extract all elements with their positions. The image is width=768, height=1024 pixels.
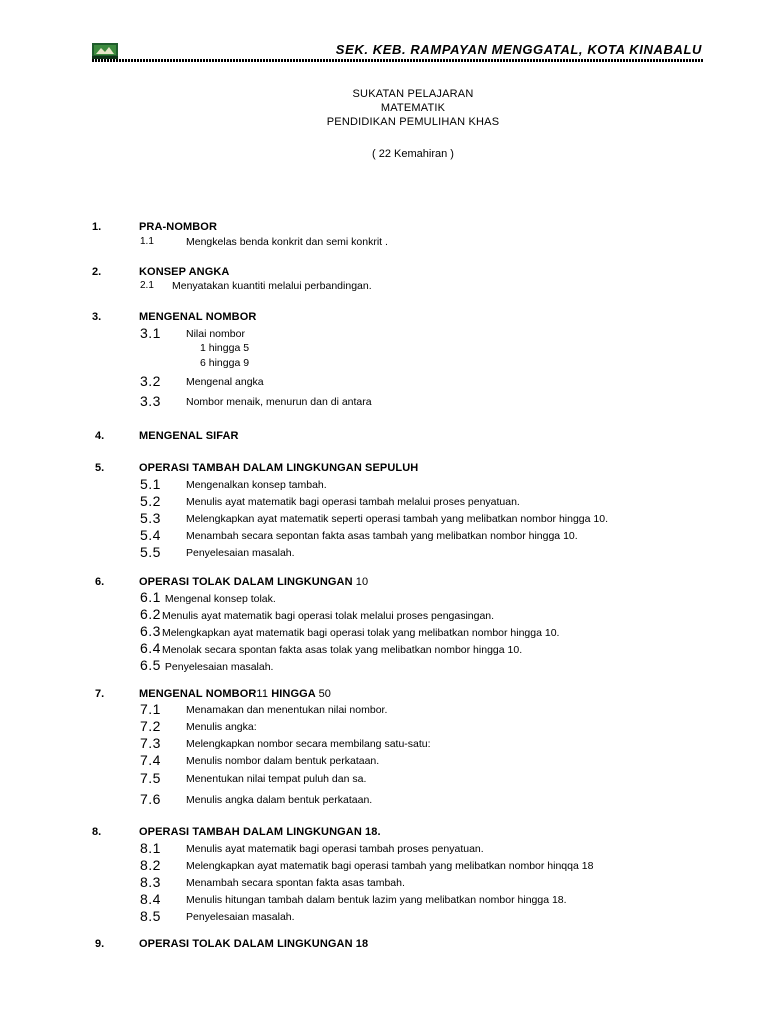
section-8-item-text: Menulis ayat matematik bagi operasi tambah proses penyatuan. — [186, 843, 484, 855]
section-8-item-text: Menambah secara spontan fakta asas tambah. — [186, 877, 405, 889]
section-8-item-number: 8.3 — [140, 874, 161, 890]
section-7-item-text: Melengkapkan nombor secara membilang satu-satu: — [186, 738, 431, 750]
section-6-item-text: Menulis ayat matematik bagi operasi tolak melalui proses pengasingan. — [161, 610, 495, 622]
section-6-item — [140, 606, 494, 622]
section-8-title: OPERASI TAMBAH DALAM LINGKUNGAN 18. — [139, 826, 381, 838]
document-title-block — [0, 87, 768, 129]
section-6-title-text: OPERASI TOLAK DALAM LINGKUNGAN — [139, 576, 353, 588]
section-6-item — [140, 623, 559, 639]
section-1-number: 1. — [92, 221, 102, 233]
section-5-item-number: 5.5 — [140, 544, 161, 560]
section-8-item-text: Penyelesaian masalah. — [186, 911, 295, 923]
section-7-title-from: 11 — [256, 688, 269, 700]
section-8-item-number: 8.1 — [140, 840, 161, 856]
section-5-item-number: 5.3 — [140, 510, 161, 526]
section-7-item-text: Menulis nombor dalam bentuk perkataan. — [186, 755, 380, 767]
section-6-item-text: Penyelesaian masalah. — [164, 661, 274, 673]
section-8-item-text: Menulis hitungan tambah dalam bentuk lazim yang melibatkan nombor hingga 18. — [186, 894, 567, 906]
section-7-item-text: Menulis angka: — [186, 721, 257, 733]
section-3-sub-item: 6 hingga 9 — [200, 357, 250, 369]
section-7-title — [139, 688, 331, 700]
section-3-item-number: 3.1 — [140, 325, 161, 341]
section-7-item-number: 7.3 — [140, 735, 161, 751]
section-7-item-number: 7.2 — [140, 718, 161, 734]
section-7-title-hingga: HINGGA — [271, 688, 316, 700]
section-3-item-number: 3.3 — [140, 393, 161, 409]
header-dotted-rule — [92, 59, 704, 62]
section-5-item-text: Penyelesaian masalah. — [186, 547, 295, 559]
section-6-title-number: 10 — [355, 576, 369, 588]
section-8-number: 8. — [92, 826, 102, 838]
section-1-item-text: Mengkelas benda konkrit dan semi konkrit . — [186, 236, 388, 248]
section-6-title — [139, 576, 368, 588]
section-1-item-number: 1.1 — [140, 236, 154, 247]
section-7-item-text: Menulis angka dalam bentuk perkataan. — [186, 794, 373, 806]
section-6-item — [140, 589, 276, 605]
section-3-item-text: Nilai nombor — [186, 328, 245, 340]
section-8-item-number: 8.4 — [140, 891, 161, 907]
section-9-number: 9. — [95, 938, 105, 950]
section-6-number: 6. — [95, 576, 105, 588]
title-line-2: MATEMATIK — [380, 102, 446, 114]
section-6-item-number: 6.1 — [140, 589, 161, 605]
section-4-number: 4. — [95, 430, 105, 442]
section-6-item-number: 6.4 — [140, 640, 161, 656]
section-5-item-number: 5.4 — [140, 527, 161, 543]
section-3-number: 3. — [92, 311, 102, 323]
section-5-item-text: Menulis ayat matematik bagi operasi tambah melalui proses penyatuan. — [186, 496, 520, 508]
section-7-item-text: Menentukan nilai tempat puluh dan sa. — [186, 773, 367, 785]
section-6-item-text: Mengenal konsep tolak. — [164, 593, 276, 605]
section-3-title: MENGENAL NOMBOR — [139, 311, 257, 323]
section-5-item-text: Melengkapkan ayat matematik seperti operasi tambah yang melibatkan nombor hingga 10. — [186, 513, 608, 525]
page-header — [92, 40, 704, 64]
school-name: SEK. KEB. RAMPAYAN MENGGATAL, KOTA KINABALU — [335, 42, 702, 57]
section-6-item-text: Melengkapkan ayat matematik bagi operasi tolak yang melibatkan nombor hingga 10. — [161, 627, 560, 639]
skills-count: ( 22 Kemahiran ) — [372, 148, 454, 160]
section-7-item-text: Menamakan dan menentukan nilai nombor. — [186, 704, 388, 716]
section-2-number: 2. — [92, 266, 102, 278]
section-5-item-text: Menambah secara sepontan fakta asas tambah yang melibatkan nombor hingga 10. — [186, 530, 578, 542]
title-line-3: PENDIDIKAN PEMULIHAN KHAS — [326, 116, 500, 128]
section-1-title: PRA-NOMBOR — [139, 221, 217, 233]
section-5-title: OPERASI TAMBAH DALAM LINGKUNGAN SEPULUH — [139, 462, 419, 474]
section-5-item-number: 5.1 — [140, 476, 161, 492]
section-7-item-number: 7.6 — [140, 791, 161, 807]
section-5-number: 5. — [95, 462, 105, 474]
section-7-item-number: 7.4 — [140, 752, 161, 768]
section-9-title: OPERASI TOLAK DALAM LINGKUNGAN 18 — [139, 938, 369, 950]
section-8-item-number: 8.2 — [140, 857, 161, 873]
section-2-title: KONSEP ANGKA — [139, 266, 230, 278]
school-logo-icon — [92, 43, 118, 59]
section-7-title-to: 50 — [318, 688, 331, 700]
section-5-item-number: 5.2 — [140, 493, 161, 509]
section-3-item-text: Mengenal angka — [186, 376, 264, 388]
section-2-item-text: Menyatakan kuantiti melalui perbandingan. — [172, 280, 372, 292]
section-2-item-number: 2.1 — [140, 280, 154, 291]
section-3-sub-item: 1 hingga 5 — [200, 342, 250, 354]
title-line-1: SUKATAN PELAJARAN — [352, 88, 474, 100]
section-4-title: MENGENAL SIFAR — [139, 430, 239, 442]
section-6-item-number: 6.3 — [140, 623, 161, 639]
section-7-number: 7. — [95, 688, 105, 700]
section-6-item — [140, 640, 522, 656]
section-7-item-number: 7.5 — [140, 770, 161, 786]
section-7-item-number: 7.1 — [140, 701, 161, 717]
section-8-item-text: Melengkapkan ayat matematik bagi operasi tambah yang melibatkan nombor hinqqa 18 — [186, 860, 594, 872]
section-8-item-number: 8.5 — [140, 908, 161, 924]
section-6-item-number: 6.2 — [140, 606, 161, 622]
section-7-title-text: MENGENAL NOMBOR — [139, 688, 257, 700]
section-5-item-text: Mengenalkan konsep tambah. — [186, 479, 327, 491]
section-3-item-number: 3.2 — [140, 373, 161, 389]
section-6-item-text: Menolak secara spontan fakta asas tolak yang melibatkan nombor hingga 10. — [161, 644, 523, 656]
section-6-item — [140, 657, 273, 673]
section-6-item-number: 6.5 — [140, 657, 161, 673]
section-3-item-text: Nombor menaik, menurun dan di antara — [186, 396, 372, 408]
